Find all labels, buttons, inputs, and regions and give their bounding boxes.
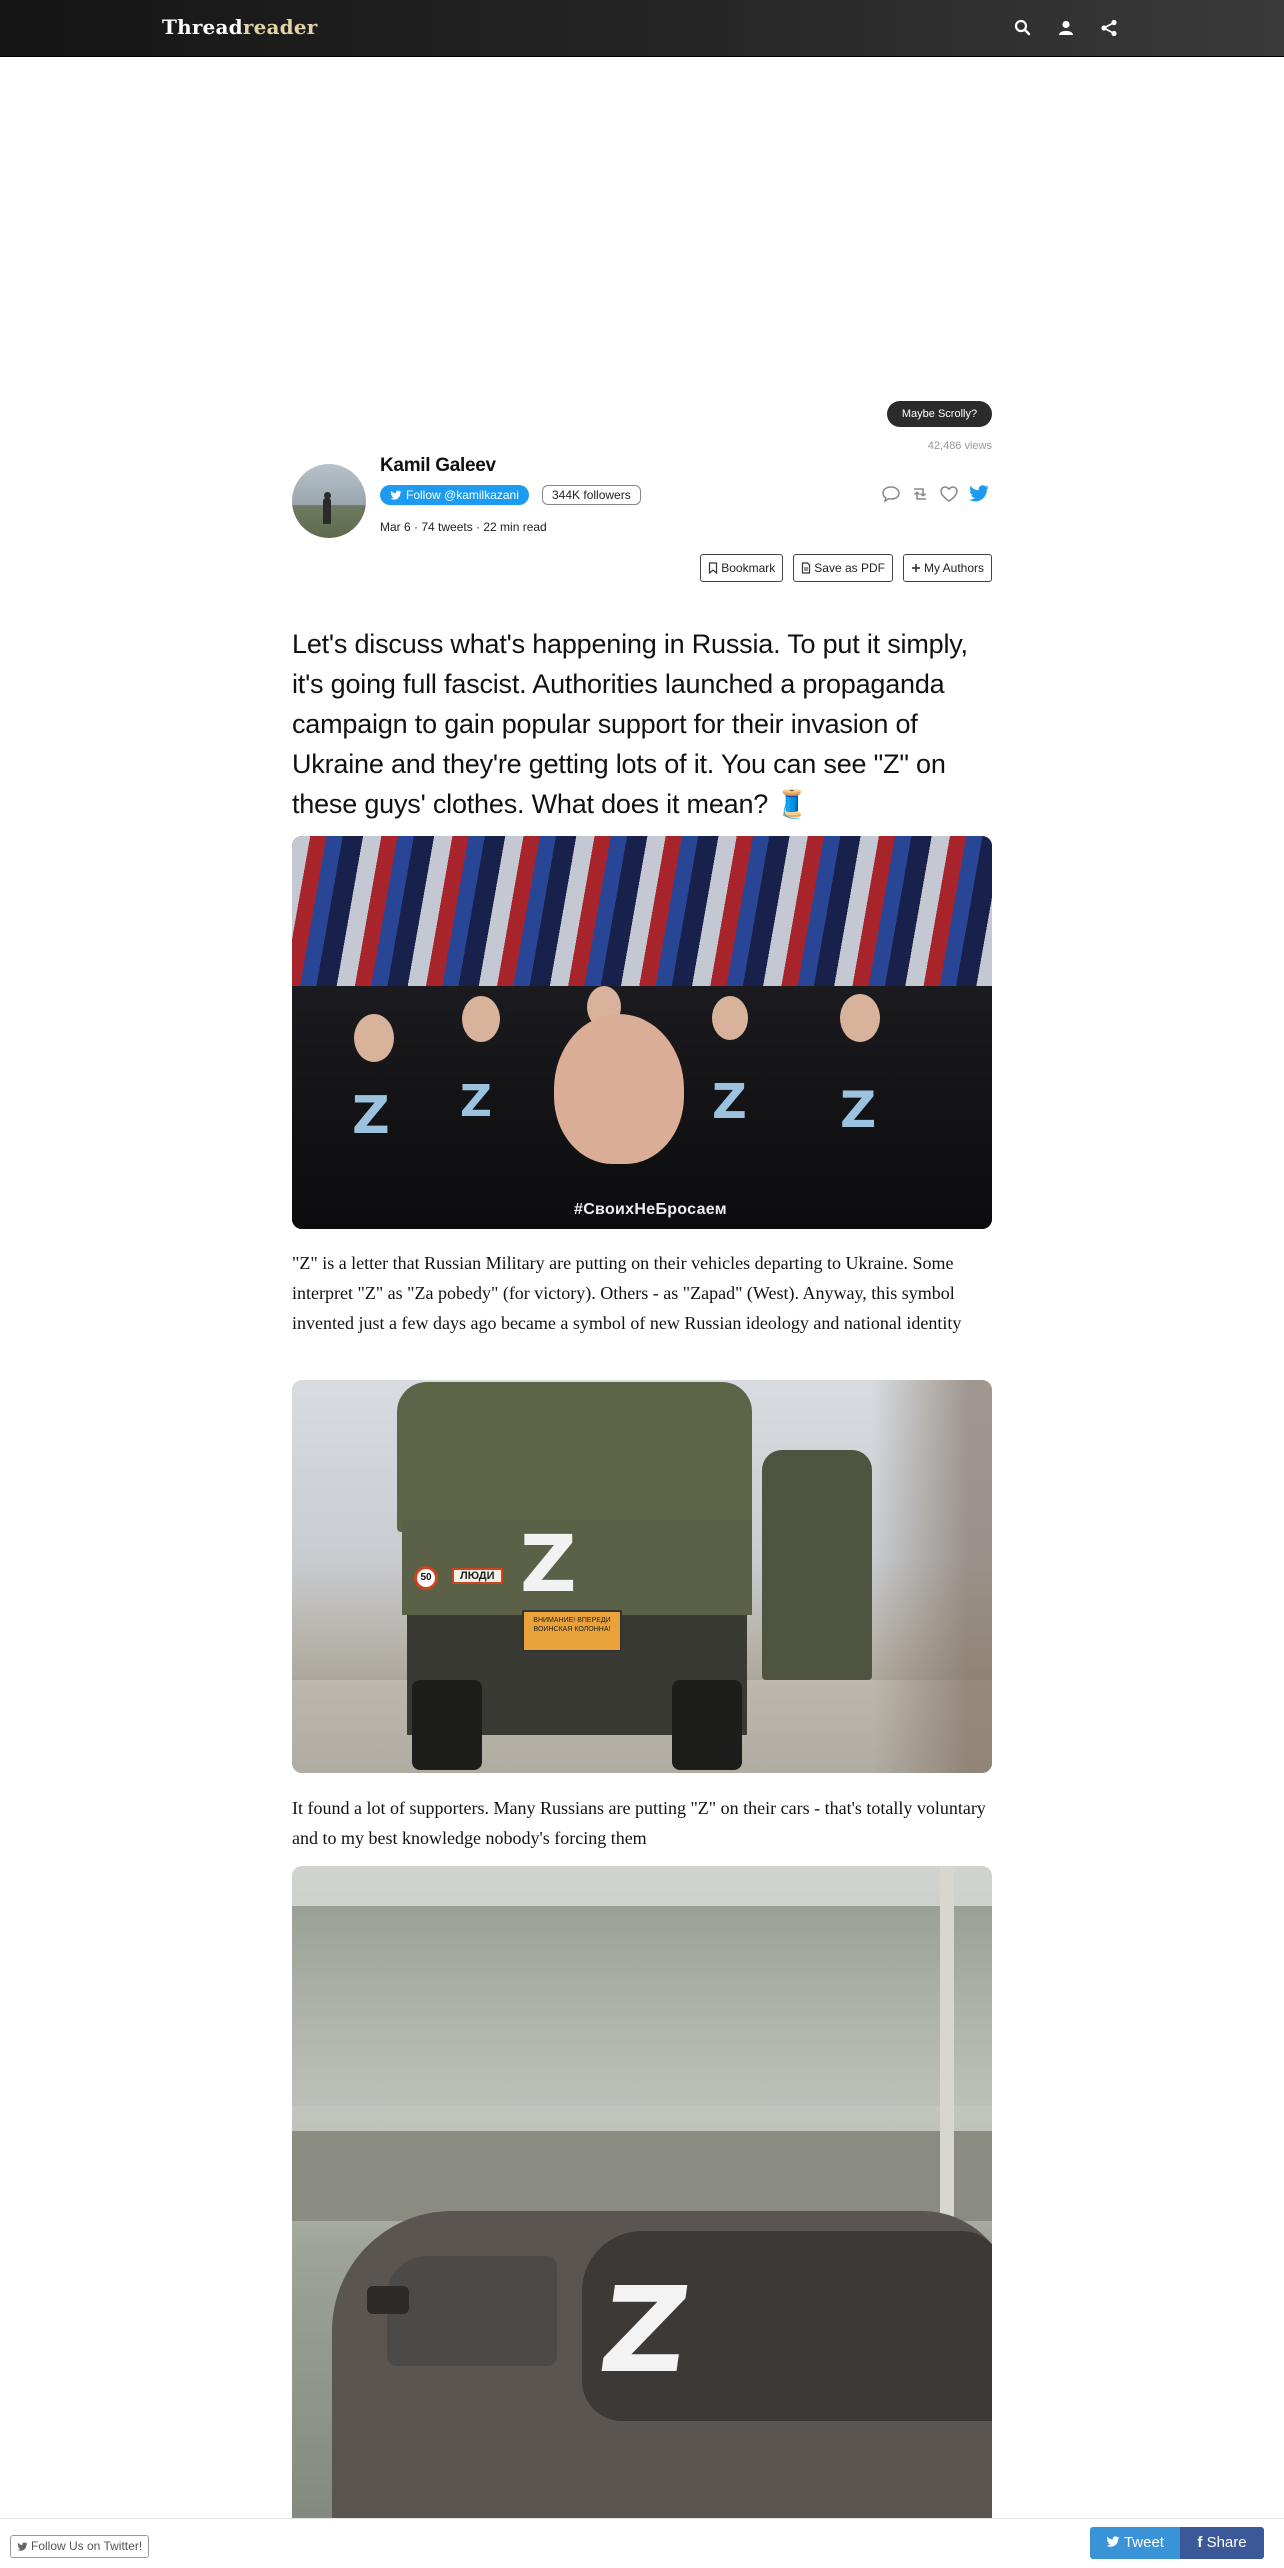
face [354, 1014, 394, 1062]
bottom-bar [0, 2518, 1284, 2568]
tweet-share-button[interactable] [1090, 2527, 1180, 2559]
like-icon[interactable] [939, 485, 959, 503]
thread-actions [700, 554, 992, 582]
z-shirt-symbol: Z [712, 1074, 747, 1130]
follow-button[interactable] [380, 485, 529, 505]
share-icon[interactable] [1099, 18, 1119, 38]
tweet-2-image-truck[interactable] [292, 1380, 992, 1773]
truck-plate-text: ВНИМАНИЕ! ВПЕРЕДИ ВОИНСКАЯ КОЛОННА! [533, 1617, 611, 1633]
plus-icon [911, 563, 921, 573]
tweet-2-text: "Z" is a letter that Russian Military are putting on their vehicles departing to Ukraine. Some interpret "Z" as "Za pobedy" (for victory). Others - as "Zapad" (West). Anyway, this symbol invented just a few days ago became a symbol of new Russian ideology and national identity [292, 1253, 962, 1333]
reply-icon[interactable] [881, 485, 901, 503]
save-pdf-label: Save as PDF [814, 561, 885, 575]
user-icon[interactable] [1056, 18, 1076, 38]
z-shirt-symbol: Z [460, 1076, 492, 1127]
tweet-button-label: Tweet [1123, 2534, 1164, 2551]
tweet-3 [292, 1793, 992, 1853]
speaker-face [554, 1014, 684, 1164]
followers-badge: 344K followers [542, 485, 641, 505]
car-z-symbol: Z [592, 2261, 698, 2399]
car-mirror [367, 2286, 409, 2314]
truck-warning-plate [522, 1610, 622, 1652]
share-button-label: Share [1206, 2534, 1247, 2551]
car-side-window [387, 2256, 557, 2366]
tweet-3-text: It found a lot of supporters. Many Russians are putting "Z" on their cars - that's totally voluntary and to my best knowledge nobody's forcing them [292, 1798, 986, 1848]
truck-z-symbol: Z [520, 1520, 577, 1610]
tweet-1-text: Let's discuss what's happening in Russia. To put it simply, it's going full fascist. Authorities launched a propaganda campaign to gain popular support for their invasion of Ukraine and they're getting lots of it. You can see "Z" on these guys' clothes. What does it mean? 🧵 [292, 629, 968, 819]
face [840, 994, 880, 1042]
save-pdf-button[interactable] [793, 554, 893, 582]
face [462, 996, 500, 1042]
follow-button-label: Follow @kamilkazani [406, 488, 519, 502]
z-shirt-symbol: Z [840, 1081, 877, 1139]
brand-logo[interactable] [162, 15, 318, 39]
face [712, 996, 748, 1040]
truck-tarp [397, 1382, 752, 1532]
my-authors-button[interactable] [903, 554, 992, 582]
view-count: 42,486 views [927, 440, 992, 452]
facebook-icon: f [1197, 2534, 1203, 2551]
bookmark-icon [708, 562, 718, 574]
maybe-scrolly-button[interactable]: Maybe Scrolly? [887, 401, 992, 427]
stone-wall [292, 2131, 992, 2221]
thread-content [292, 624, 992, 824]
twitter-bird-icon [390, 490, 402, 501]
speed-sign: 50 [414, 1566, 438, 1590]
bookmark-label: Bookmark [721, 561, 776, 575]
top-navbar [0, 0, 1284, 57]
search-icon[interactable] [1013, 18, 1033, 38]
tweet-2 [292, 1248, 992, 1338]
z-shirt-symbol: Z [352, 1086, 390, 1146]
wheel [672, 1680, 742, 1770]
twitter-bird-icon [1106, 2536, 1120, 2548]
twitter-icon[interactable] [968, 485, 990, 503]
foggy-trees [292, 1906, 992, 2106]
my-authors-label: My Authors [923, 561, 984, 575]
ad-space [0, 58, 1284, 388]
brand-part-2: reader [242, 15, 318, 39]
second-truck [762, 1450, 872, 1680]
twitter-bird-icon [17, 2542, 28, 2552]
trees [872, 1380, 992, 1773]
thread-meta: Mar 6 · 74 tweets · 22 min read [380, 520, 547, 534]
truck-label: ЛЮДИ [452, 1568, 503, 1584]
avatar-figure-body [323, 498, 331, 524]
tweet-1-image-rally[interactable] [292, 836, 992, 1229]
avatar[interactable] [292, 464, 366, 538]
brand-part-1: Thread [162, 15, 243, 39]
retweet-icon[interactable] [910, 485, 930, 503]
follow-us-twitter-label: Follow Us on Twitter! [31, 2539, 143, 2553]
bookmark-button[interactable] [700, 554, 783, 582]
nav-icons [1013, 18, 1119, 38]
follow-us-twitter-button[interactable] [10, 2535, 149, 2558]
author-name[interactable]: Kamil Galeev [380, 455, 496, 476]
facebook-share-button[interactable] [1180, 2527, 1264, 2559]
tweet-3-image-car[interactable] [292, 1866, 992, 2566]
file-pdf-icon [801, 562, 811, 574]
tweet-actions [881, 485, 990, 503]
wheel [412, 1680, 482, 1770]
rally-shirt-caption: #СвоихНеБросаем [574, 1201, 727, 1218]
